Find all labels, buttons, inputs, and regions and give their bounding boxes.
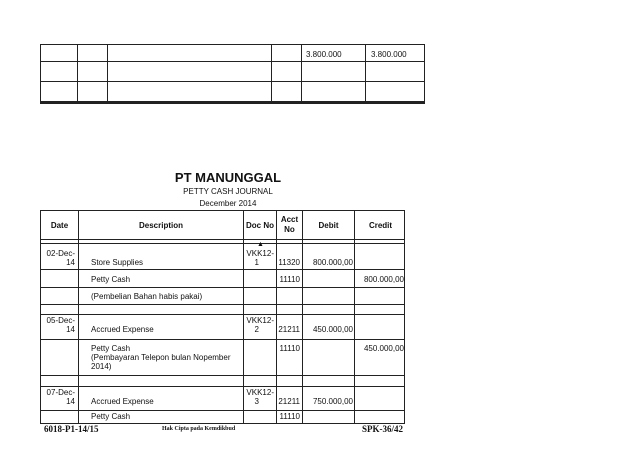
entry-acct-no: 11320 — [278, 258, 300, 267]
entry-doc-no: VKK12- — [246, 388, 274, 397]
entry-note: (Pembayaran Telepon bulan Nopember — [91, 353, 231, 362]
entry-description: Store Supplies — [91, 258, 144, 267]
entry-note: 2014) — [91, 362, 112, 371]
entry-acct-no: 11110 — [279, 412, 300, 421]
header-description: Description — [138, 221, 183, 230]
header-credit: Credit — [368, 221, 393, 230]
entry-description: Petty Cash — [91, 275, 131, 284]
entry-doc-no: 3 — [254, 397, 259, 406]
entry-doc-no: 1 — [254, 258, 259, 267]
column-divider — [271, 45, 272, 103]
entry-acct-no: 11110 — [279, 275, 300, 284]
row-divider — [41, 287, 404, 288]
entry-doc-no: VKK12- — [246, 249, 274, 258]
entry-date: 14 — [66, 397, 75, 406]
row-divider — [41, 410, 404, 411]
column-divider — [107, 45, 108, 103]
entry-debit: 800.000,00 — [312, 258, 353, 267]
entry-description: Accrued Expense — [91, 397, 154, 406]
double-underline — [41, 101, 424, 103]
table-row — [41, 82, 424, 103]
header-divider — [41, 239, 404, 240]
header-no: No — [284, 225, 295, 234]
entry-debit: 750.000,00 — [312, 397, 353, 406]
entry-date: 07-Dec- — [46, 388, 75, 397]
entry-date: 05-Dec- — [46, 316, 75, 325]
column-divider — [365, 45, 366, 103]
row-divider — [41, 386, 404, 387]
footer-page: SPK-36/42 — [362, 424, 404, 434]
column-divider — [77, 45, 78, 103]
previous-page-table — [40, 44, 425, 104]
header-acct: Acct — [280, 215, 299, 224]
credit-total: 3.800.000 — [371, 50, 407, 59]
entry-acct-no: 11110 — [279, 344, 300, 353]
footer-copyright: Hak Cipta pada Kemdikbud — [162, 426, 236, 432]
column-divider — [301, 45, 302, 103]
petty-cash-journal-table — [40, 210, 405, 424]
entry-description: Petty Cash — [91, 344, 131, 353]
debit-total: 3.800.000 — [306, 50, 342, 59]
entry-date: 14 — [66, 325, 75, 334]
row-divider — [41, 304, 404, 305]
entry-date: 14 — [66, 258, 75, 267]
row-divider — [41, 243, 404, 244]
journal-title: PETTY CASH JOURNAL — [183, 187, 273, 196]
footer-code: 6018-P1-14/15 — [44, 424, 99, 434]
entry-credit: 450.000,00 — [363, 344, 404, 353]
row-divider — [41, 339, 404, 340]
entry-acct-no: 21211 — [278, 325, 300, 334]
table-row — [41, 62, 424, 82]
up-arrow-icon: ▲ — [257, 241, 264, 248]
entry-credit: 800.000,00 — [363, 275, 404, 284]
header-date: Date — [50, 221, 69, 230]
entry-description: Petty Cash — [91, 412, 131, 421]
company-name: PT MANUNGGAL — [174, 170, 282, 185]
journal-period: December 2014 — [199, 199, 257, 208]
entry-doc-no: 2 — [254, 325, 259, 334]
header-debit: Debit — [318, 221, 339, 230]
entry-description: Accrued Expense — [91, 325, 154, 334]
row-divider — [41, 269, 404, 270]
header-doc-no: Doc No — [246, 221, 274, 230]
entry-doc-no: VKK12- — [246, 316, 274, 325]
entry-debit: 450.000,00 — [312, 325, 353, 334]
row-divider — [41, 314, 404, 315]
table-row — [41, 45, 424, 62]
entry-date: 02-Dec- — [46, 249, 75, 258]
entry-note: (Pembelian Bahan habis pakai) — [91, 292, 203, 301]
row-divider — [41, 375, 404, 376]
entry-acct-no: 21211 — [278, 397, 300, 406]
